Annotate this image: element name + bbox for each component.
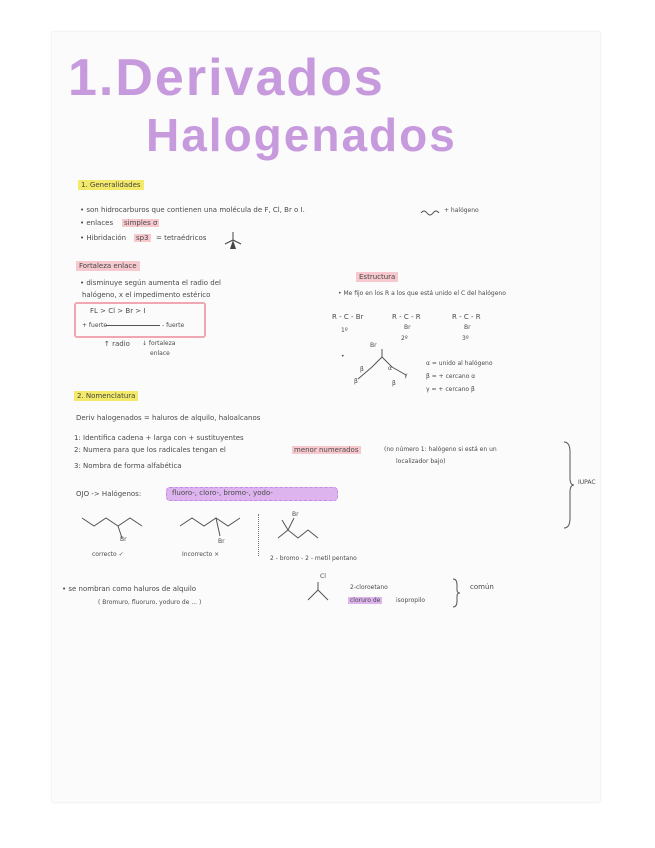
structure-beta-right: β (392, 380, 396, 387)
wave-note: + halógeno (444, 207, 479, 214)
nomenclatura-step-2c: (no número 1: halógeno si está en un (384, 446, 497, 453)
nomenclatura-ojo: OJO -> Halógenos: (76, 490, 142, 498)
section-heading-nomenclatura: 2. Nomenclatura (74, 391, 138, 401)
iupac-label: IUPAC (578, 479, 596, 486)
comun-line-1: • se nombran como haluros de alquilo (62, 585, 197, 593)
structure-alpha: α (388, 365, 392, 372)
estructura-note: • Me fijo en los R a los que está unido el C del halógeno (338, 290, 506, 297)
estructura-molecule-2-degree: 2º (401, 335, 408, 342)
section-heading-estructura: Estructura (356, 272, 398, 282)
estructura-key-1: α = unido al halógeno (426, 360, 493, 367)
estructura-molecule-1-degree: 1º (341, 327, 348, 334)
fortaleza-arrow-line (106, 325, 160, 326)
generalidades-line-3a: • Hibridación (80, 234, 127, 242)
comun-name-2a: cloruro de (350, 597, 381, 604)
comun-line-2: ( Bromuro, fluoruro, yoduro de ... ) (98, 599, 202, 606)
estructura-key-2: β = + cercano α (426, 373, 476, 380)
comun-cl: Cl (320, 573, 326, 580)
fortaleza-line-1: • disminuye según aumenta el radio del (80, 279, 221, 287)
fortaleza-enlace: enlace (150, 350, 170, 357)
incorrect-label: Incorrecto × (182, 551, 220, 558)
estructura-molecule-3-br: Br (464, 324, 471, 331)
wave-icon (420, 208, 442, 216)
structure-beta-left: β (360, 366, 364, 373)
bromo-metil-pentano-icon (274, 512, 336, 548)
comun-name-1: 2-cloroetano (350, 584, 388, 591)
estructura-key-3: γ = + cercano β (426, 386, 475, 393)
isopropyl-chloride-icon (304, 578, 334, 606)
section-heading-fortaleza: Fortaleza enlace (76, 261, 140, 271)
correct-br: Br (120, 536, 127, 543)
estructura-molecule-3: R - C - R (452, 313, 481, 321)
generalidades-simples: simples σ (124, 219, 158, 227)
bromo-metil-pentano-name: 2 - bromo - 2 - metil pentano (270, 555, 357, 562)
nomenclatura-step-2a: 2: Numera para que los radicales tengan el (74, 446, 226, 454)
iupac-brace-icon (562, 440, 576, 530)
nomenclatura-deriv: Deriv halogenados = haluros de alquilo, haloalcanos (76, 414, 261, 422)
bromo-br: Br (292, 511, 299, 518)
structure-br: Br (370, 342, 377, 349)
nomenclatura-halogens: fluoro-, cloro-, bromo-, yodo- (172, 489, 273, 497)
page-title-line1: 1.Derivados (68, 49, 385, 107)
nomenclatura-step-1: 1: Identifica cadena + larga con + sustituyentes (74, 434, 244, 442)
estructura-molecule-3-degree: 3º (462, 335, 469, 342)
estructura-molecule-2: R - C - R (392, 313, 421, 321)
tetrahedral-carbon-icon (222, 230, 244, 252)
incorrect-br: Br (218, 538, 225, 545)
fortaleza-order: FL > Cl > Br > I (90, 307, 146, 315)
fortaleza-fortaleza: ↓ fortaleza (142, 340, 176, 347)
fortaleza-line-2: halógeno, x el impedimento estérico (82, 291, 211, 299)
comun-label: común (470, 583, 494, 591)
generalidades-sp3: sp3 (136, 234, 149, 242)
bullet-dot: • (341, 353, 345, 360)
comun-brace-icon (452, 578, 462, 608)
structure-gamma: γ (404, 372, 408, 379)
correct-label: correcto ✓ (92, 551, 124, 558)
estructura-molecule-1: R - C - Br (332, 313, 364, 321)
nomenclatura-menor: menor numerados (294, 446, 359, 454)
nomenclatura-step-2d: localizador bajo) (396, 458, 446, 465)
fortaleza-mas-fuerte: + fuerte (82, 322, 108, 329)
comun-name-2b: isopropilo (396, 597, 426, 604)
section-heading-generalidades: 1. Generalidades (78, 180, 144, 190)
structure-beta-lower: β (354, 378, 358, 385)
fortaleza-menos-fuerte: - fuerte (162, 322, 185, 329)
incorrect-skeletal-icon (176, 508, 250, 546)
page-title-line2: Halogenados (146, 109, 457, 161)
fortaleza-radio: ↑ radio (104, 340, 130, 348)
generalidades-line-2a: • enlaces (80, 219, 114, 227)
dotted-separator (258, 514, 259, 556)
generalidades-tetraedricos: = tetraédricos (156, 234, 207, 242)
estructura-molecule-2-br: Br (404, 324, 411, 331)
generalidades-line-1: • son hidrocarburos que contienen una molécula de F, Cl, Br o I. (80, 206, 305, 214)
correct-skeletal-icon (78, 508, 156, 546)
nomenclatura-step-3: 3: Nombra de forma alfabética (74, 462, 182, 470)
